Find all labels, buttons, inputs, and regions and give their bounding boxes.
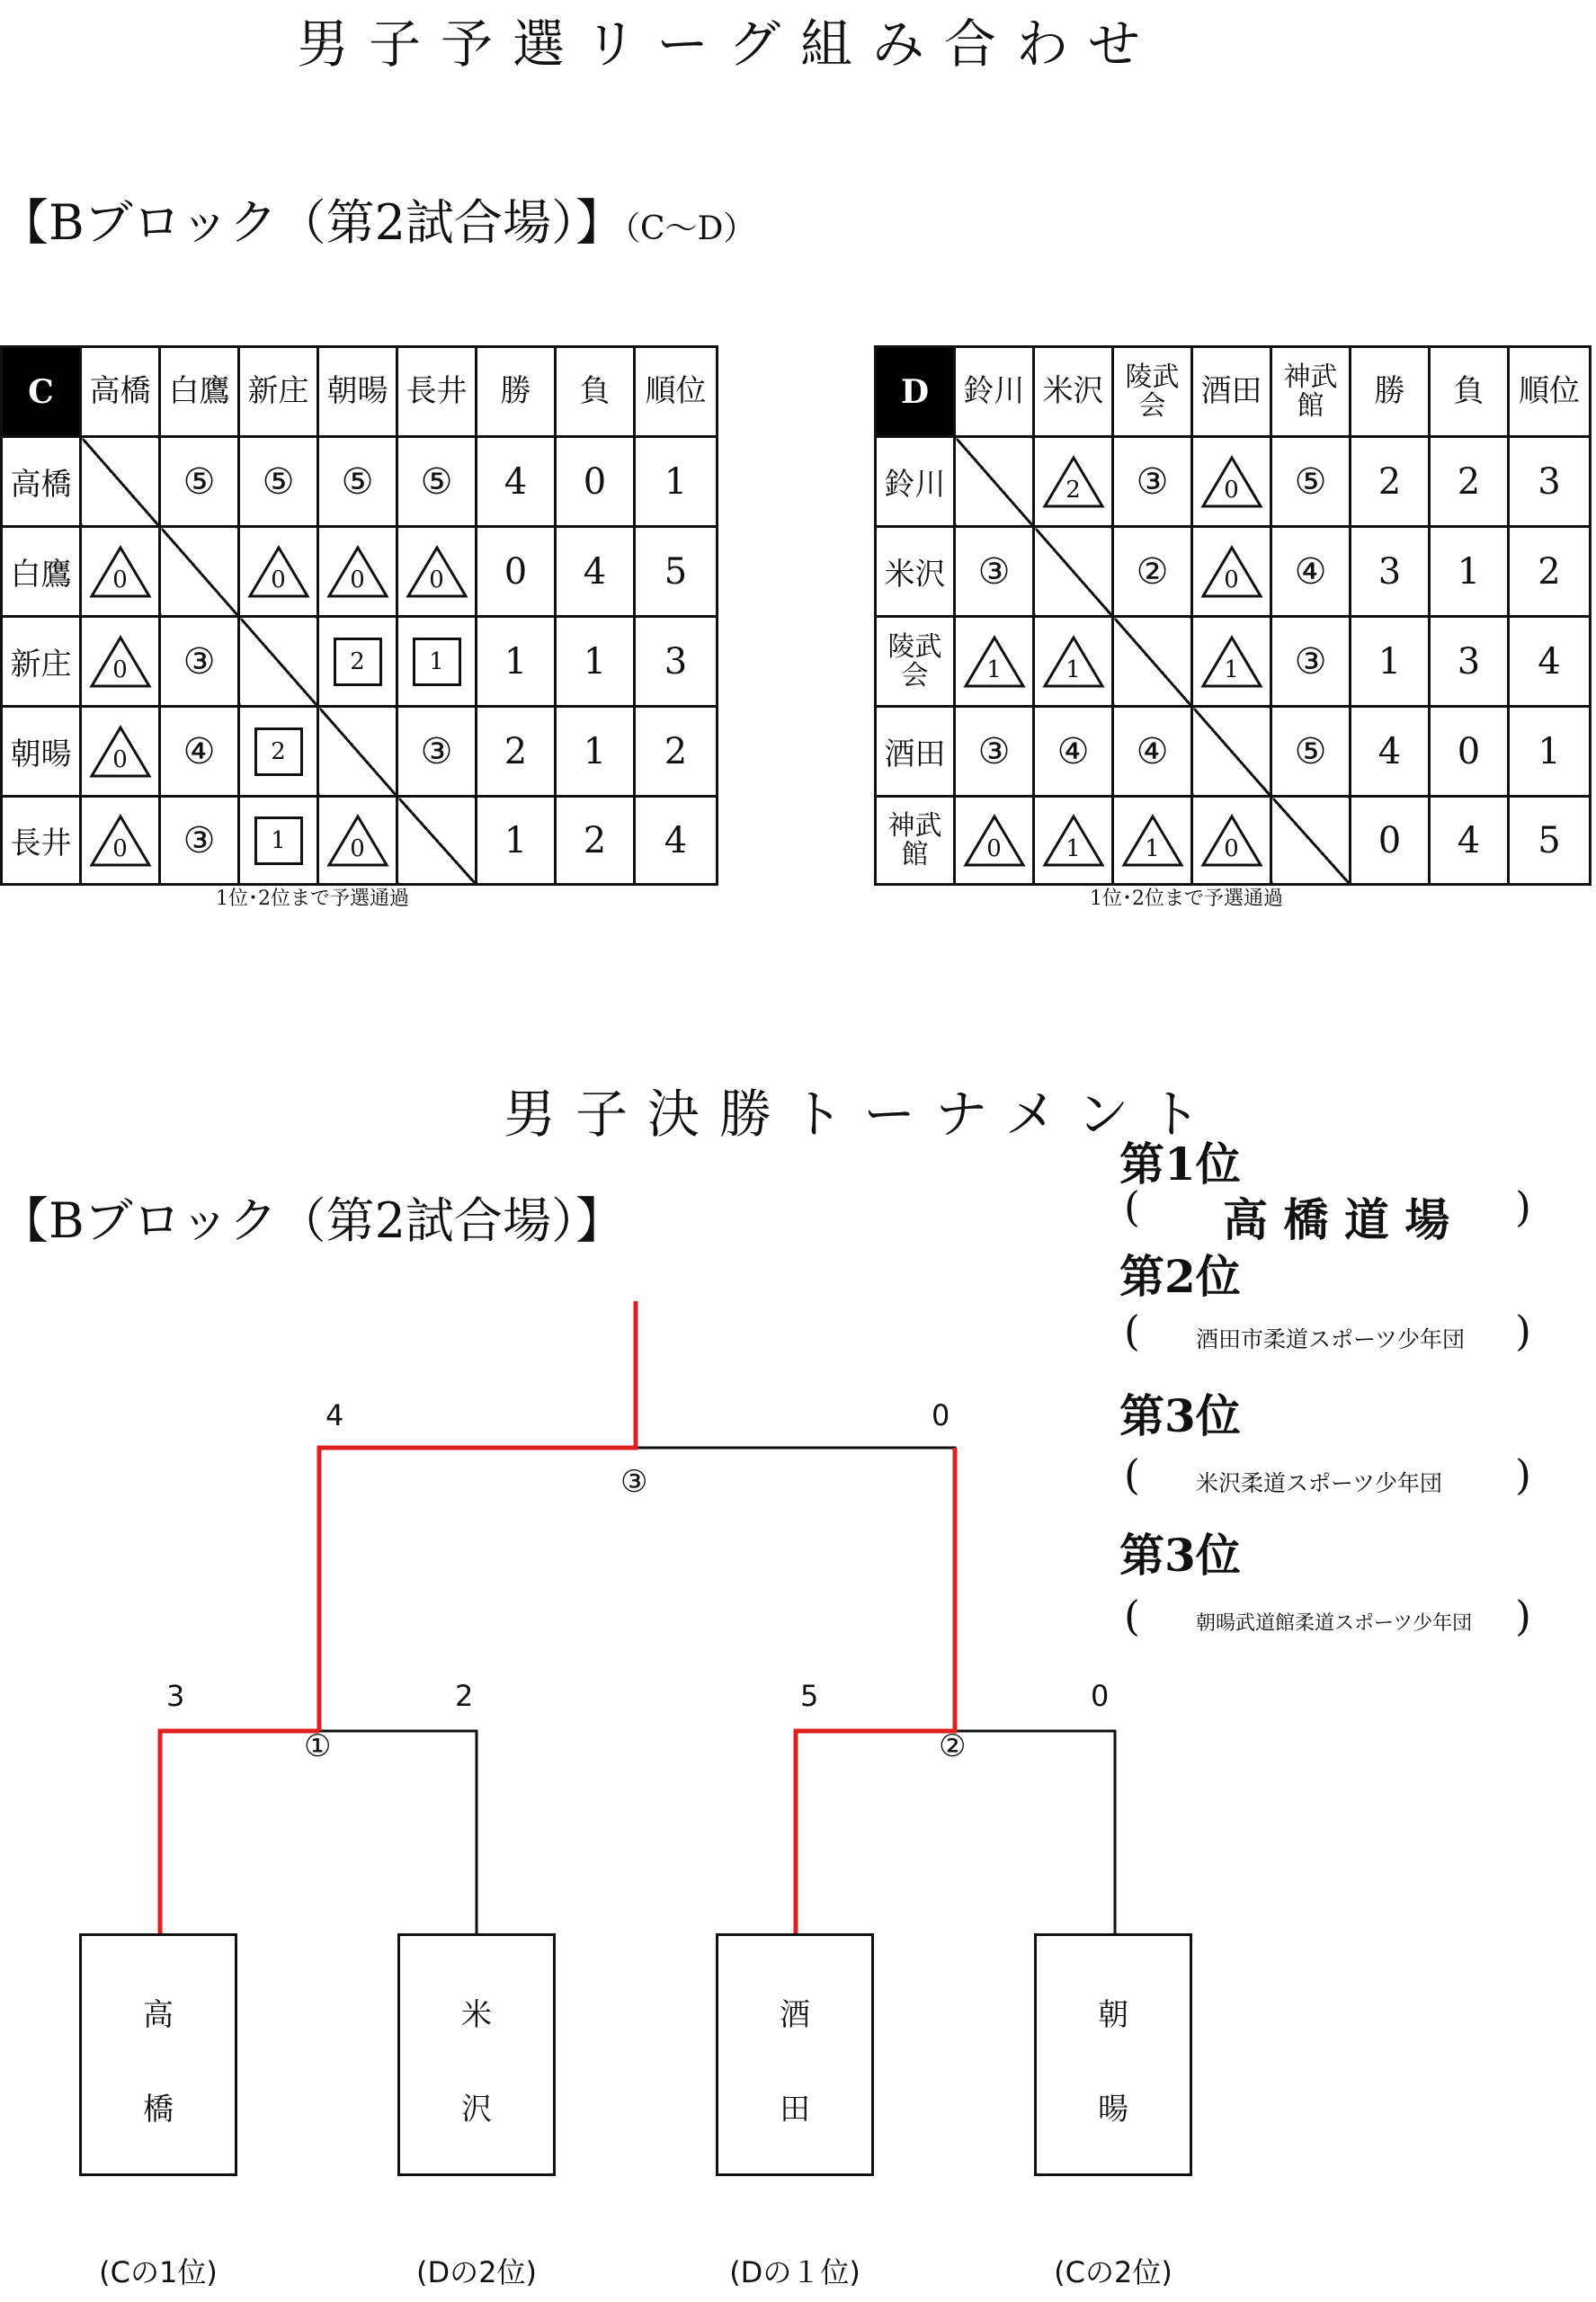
wins-count: 4 [1351,707,1430,797]
final-node: ③ [620,1464,648,1500]
win-mark: ③ [1271,617,1351,707]
rank-3a-name: 米沢柔道スポーツ少年団 [1196,1470,1443,1496]
win-mark: ⑤ [1271,707,1351,797]
match1-right-score: 2 [455,1679,474,1713]
block-header-sub: （C～D） [623,210,756,247]
column-header: 新庄 [239,347,318,437]
table-corner: D [876,347,955,437]
win-mark: ③ [1113,437,1192,527]
loss-score: 0 [1224,566,1239,593]
win-mark: ④ [1271,527,1351,617]
match1-left-score: 3 [166,1679,185,1713]
column-header: 勝 [477,347,556,437]
loss-score: 0 [1224,476,1239,504]
column-header: 神武 館 [1271,347,1351,437]
team-seed-2: (Dの2位) [416,2255,537,2289]
table-corner: C [2,347,81,437]
row-team-name: 酒田 [876,707,955,797]
loss-score: 0 [271,566,286,593]
team-name-bottom: 沢 [461,2092,492,2128]
loss-score: 0 [986,834,1002,862]
row-team-name: 長井 [2,797,81,885]
square-icon: 2 [334,638,382,686]
table-d-note: 1位･2位まで予選通過 [1090,888,1283,910]
column-header: 負 [1430,347,1509,437]
win-mark: ⑤ [239,437,318,527]
loss-score: 0 [112,834,128,862]
win-mark: ④ [1113,707,1192,797]
team-box-takahashi [79,1933,237,2176]
win-mark: ⑤ [318,437,397,527]
wins-count: 3 [1351,527,1430,617]
rank-value: 1 [635,437,718,527]
team-name-bottom: 橋 [143,2092,174,2128]
row-team-name: 白鷹 [2,527,81,617]
match2-node: ② [939,1728,967,1764]
win-mark: ③ [397,707,477,797]
match2-left-score: 5 [800,1679,819,1713]
row-team-name: 新庄 [2,617,81,707]
column-header: 鈴川 [955,347,1034,437]
rank-2-close: ) [1515,1307,1531,1355]
team-name-top: 酒 [780,1997,810,2033]
rank-3a-close: ) [1515,1450,1531,1499]
bracket-winner-lines [160,1301,955,1933]
rank-3b-name: 朝暘武道館柔道スポーツ少年団 [1196,1612,1473,1635]
wins-count: 1 [477,617,556,707]
final-left-score: 4 [325,1398,344,1432]
column-header: 負 [556,347,635,437]
loss-score: 0 [112,566,128,593]
column-header: 長井 [397,347,477,437]
team-name-bottom: 田 [780,2092,810,2128]
team-box-yonezawa [397,1933,556,2176]
wins-count: 0 [477,527,556,617]
league-title: 男子予選リーグ組み合わせ [297,13,1161,75]
rank-1-label: 第1位 [1119,1138,1241,1191]
row-team-name: 米沢 [876,527,955,617]
square-icon: 1 [254,816,303,865]
wins-count: 2 [1351,437,1430,527]
wins-count: 1 [477,797,556,885]
final-winner-path [319,1301,636,1731]
loss-score: 0 [429,566,444,593]
square-icon: 1 [413,638,461,686]
loss-score: 0 [350,566,365,593]
loss-score: 1 [986,656,1002,683]
win-mark: ⑤ [397,437,477,527]
losses-count: 4 [1430,797,1509,885]
match1-right-branch [319,1731,477,1933]
losses-count: 2 [1430,437,1509,527]
column-header: 米沢 [1034,347,1113,437]
losses-count: 1 [1430,527,1509,617]
win-mark: ④ [160,707,239,797]
rank-3a-open: ( [1124,1450,1140,1499]
column-header: 酒田 [1192,347,1271,437]
rank-2-open: ( [1124,1307,1140,1355]
wins-count: 4 [477,437,556,527]
column-header: 順位 [1509,347,1591,437]
win-mark: ③ [160,617,239,707]
rank-value: 2 [635,707,718,797]
column-header: 順位 [635,347,718,437]
loss-score: 1 [1065,656,1081,683]
rank-3b-close: ) [1515,1592,1531,1640]
block-header-main: 【Bブロック（第2試合場）】 [0,194,624,251]
match2-right-branch [955,1731,1115,1933]
win-mark: ③ [160,797,239,885]
row-team-name: 高橋 [2,437,81,527]
losses-count: 1 [556,617,635,707]
row-team-name: 鈴川 [876,437,955,527]
loss-score: 1 [1224,656,1239,683]
rank-3a-label: 第3位 [1119,1389,1241,1442]
rank-3b-open: ( [1124,1592,1140,1640]
match1-node: ① [304,1728,332,1764]
win-mark: ⑤ [160,437,239,527]
rank-1-name: 高 橋 道 場 [1223,1193,1450,1246]
rank-1-open: ( [1124,1182,1140,1231]
match2-winner-path [796,1448,955,1933]
loss-score: 0 [350,834,365,862]
rank-3b-label: 第3位 [1119,1529,1241,1582]
rank-value: 4 [1509,617,1591,707]
team-seed-3: (Dの１位) [729,2255,860,2289]
loss-score: 0 [1224,834,1239,862]
column-header: 高橋 [81,347,160,437]
loss-score: 0 [112,745,128,773]
match2-right-score: 0 [1091,1679,1110,1713]
tournament-block-header: 【Bブロック（第2試合場）】 [0,1192,624,1249]
table-c-note: 1位･2位まで予選通過 [216,888,409,910]
column-header: 朝暘 [318,347,397,437]
team-box-sakata [716,1933,874,2176]
wins-count: 0 [1351,797,1430,885]
rank-value: 3 [1509,437,1591,527]
bracket-black-lines [319,1448,1115,1933]
team-name-top: 高 [143,1997,174,2033]
win-mark: ② [1113,527,1192,617]
final-right-score: 0 [932,1398,950,1432]
loss-score: 1 [1145,834,1160,862]
team-box-choyo [1034,1933,1192,2176]
rank-value: 1 [1509,707,1591,797]
square-icon: 2 [254,727,303,776]
win-mark: ④ [1034,707,1113,797]
column-header: 勝 [1351,347,1430,437]
wins-count: 2 [477,707,556,797]
loss-score: 2 [1065,476,1081,504]
rank-value: 2 [1509,527,1591,617]
losses-count: 1 [556,707,635,797]
losses-count: 0 [556,437,635,527]
win-mark: ⑤ [1271,437,1351,527]
row-team-name: 朝暘 [2,707,81,797]
losses-count: 2 [556,797,635,885]
tournament-title: 男子決勝トーナメント [504,1084,1221,1145]
team-seed-4: (Cの2位) [1054,2255,1172,2289]
rank-value: 5 [635,527,718,617]
loss-score: 1 [1065,834,1081,862]
loss-score: 0 [112,656,128,683]
rank-value: 5 [1509,797,1591,885]
team-name-bottom: 暘 [1098,2092,1128,2128]
win-mark: ③ [955,527,1034,617]
rank-2-name: 酒田市柔道スポーツ少年団 [1196,1326,1466,1352]
row-team-name: 陵武 会 [876,617,955,707]
column-header: 陵武 会 [1113,347,1192,437]
win-mark: ③ [955,707,1034,797]
losses-count: 0 [1430,707,1509,797]
column-header: 白鷹 [160,347,239,437]
team-name-top: 米 [461,1997,492,2033]
losses-count: 3 [1430,617,1509,707]
wins-count: 1 [1351,617,1430,707]
rank-value: 3 [635,617,718,707]
losses-count: 4 [556,527,635,617]
match1-winner-path [160,1731,319,1933]
row-team-name: 神武 館 [876,797,955,885]
team-seed-1: (Cの1位) [99,2255,218,2289]
rank-value: 4 [635,797,718,885]
rank-1-close: ) [1515,1182,1531,1231]
rank-2-label: 第2位 [1119,1250,1241,1303]
team-name-top: 朝 [1098,1997,1128,2033]
